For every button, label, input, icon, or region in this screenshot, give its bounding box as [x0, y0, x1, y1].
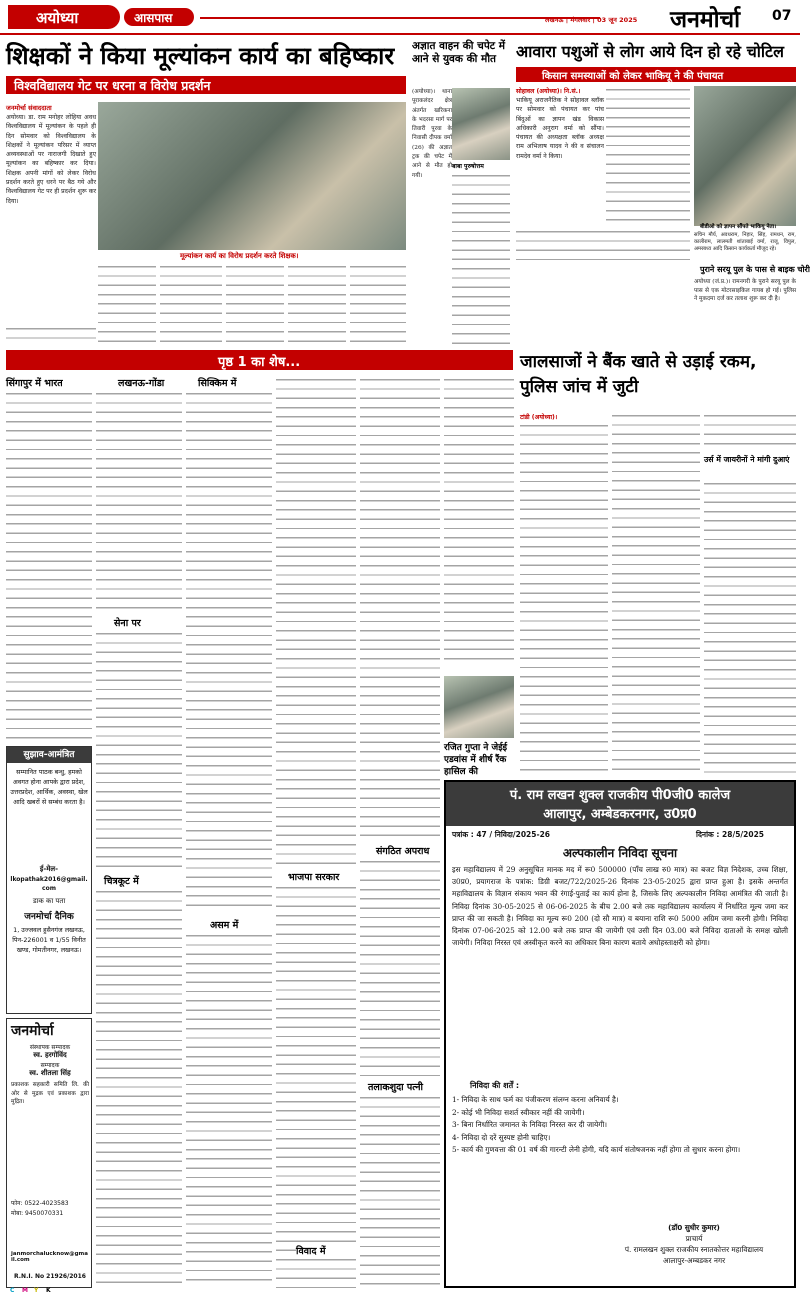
lead-photo-caption: मूल्यांकन कार्य का विरोध प्रदर्शन करते शिक्षक।	[180, 252, 299, 260]
stray-photo	[694, 86, 796, 226]
header-rule	[200, 17, 600, 19]
col4-body-a	[276, 376, 356, 866]
col5-body-a	[360, 376, 440, 840]
col-head-talakhuda: तलाकशुदा पत्नी	[368, 1082, 423, 1093]
tender-terms-title: निविदा की शर्तें :	[470, 1081, 520, 1090]
masthead-logo: जनमोर्चा	[670, 6, 741, 33]
fraud-dateline: टांडी (अयोध्या)।	[520, 414, 558, 421]
imprint-box	[6, 1018, 92, 1288]
tender-title: अल्पकालीन निविदा सूचना	[562, 846, 678, 860]
tender-date: दिनांक : 28/5/2025	[696, 830, 765, 839]
stray-headline: आवारा पशुओं से लोग आये दिन हो रहे चोटिल	[516, 42, 784, 61]
tender-sign-role: प्राचार्य	[685, 1234, 703, 1243]
urs-headline: उर्स में जायरीनों ने मांगी दुआएं	[704, 455, 790, 464]
imprint-editor-label: सम्पादक	[40, 1062, 60, 1069]
tender-sign-place: आलापुर-अम्बडकर नगर	[662, 1256, 726, 1265]
col2-body-c	[96, 888, 182, 1288]
tender-term: 1- निविदा के साथ फर्म का पंजीकरण संलग्न करना अनिवार्य है।	[452, 1095, 619, 1104]
col-head-assam: असम में	[210, 920, 239, 931]
accident-headline: अज्ञात वाहन की चपेट में आने से युवक की मौत	[412, 40, 506, 65]
tender-term: 2- कोई भी निविदा सशर्त स्वीकार नहीं की जायेगी।	[452, 1107, 585, 1117]
tender-ref: पत्रांक : 47 / निविदा/2025-26	[452, 830, 551, 839]
section-tab	[124, 8, 194, 26]
continuation-banner-label: पृष्ठ 1 का शेष...	[218, 355, 301, 370]
col3-body-a	[186, 390, 272, 914]
stray-body-cont	[516, 228, 690, 260]
col5-body-b	[360, 858, 440, 1076]
imprint-rni: R.N.I. No 21926/2016	[14, 1273, 86, 1280]
tender-term: 3- बिना निर्धारित जमानत के निविदा निरस्त कर दी जायेगी।	[452, 1120, 608, 1129]
stray-text: भाकियू अराजनैतिक ने सोहावल ब्लॉक पर सोमवार को पंचायत कर पांच बिंदुओं का ज्ञापन खंड विकास अधिकारी अनुराग वर्मा को सौंपा। पंचायत की अध्यक्षता ब्लॉक अध्यक्ष राम अभिलाष यादव ने की व संचालन रामदेव वर्मा ने किया।	[516, 97, 604, 160]
lead-body-col4	[226, 263, 284, 345]
imprint-mobile: मोबा: 9450070331	[11, 1210, 64, 1217]
col-head-vivad: विवाद में	[296, 1244, 356, 1257]
footer-bar	[0, 1288, 800, 1295]
imprint-phone: फोन: 0522-4023583	[11, 1200, 69, 1207]
imprint-editor: स्व. शीतला सिंह	[29, 1069, 71, 1077]
header-bottom-rule	[0, 33, 800, 35]
accident-person-caption: बाबा पुरुषोत्तम	[452, 163, 484, 170]
bike-theft-headline: पुराने सरयू पुल के पास से बाइक चोरी	[700, 265, 810, 274]
stray-photo-caption: बीडीओ को ज्ञापन सौंपते भाकियू नेता।	[700, 224, 777, 230]
col-head-rajit: रजित गुप्ता ने जेईई एडवांस में शीर्ष रैंक हासिल की	[444, 743, 508, 777]
col2-body-b	[96, 630, 182, 870]
sujhav-address: 1, उज्जवल हुसैनगंज लखनऊ, पिन-226001 व 1/55 विनीत खण्ड, गोमतीनगर, लखनऊ।	[12, 926, 86, 954]
fraud-col1	[520, 422, 608, 776]
lead-intro: अयोध्या। डा. राम मनोहर लोहिया अवध विश्वविद्यालय में मूल्यांकन के पहले ही दिन सोमवार को विश्वविद्यालय के शिक्षकों ने मूल्यांकन परिसर में व्याप्त अव्यवस्थाओं पर नाराजगी दिखाते हुए मूल्यांकन का बहिष्कार कर दिया। शिक्षक अपनी मांगों को लेकर विरोध प्रदर्शन करते हुए धरने पर बैठ गये और विश्वविद्यालय गेट पर ही प्रदर्शन शुरू कर दिया।	[6, 114, 96, 205]
sujhav-email[interactable]: lkopathak2016@gmail.com	[10, 876, 88, 892]
tender-college-bar	[446, 782, 794, 826]
tender-notice	[444, 780, 796, 1288]
page-number: 07	[772, 8, 794, 28]
registration-mark: Y	[34, 1287, 39, 1294]
col5-body-c	[360, 1094, 440, 1288]
stray-photo-names: सचिन मौर्य, अवधराम, निहार, सिंह, रामधन, राम, कालीराम, लालमती शांताबाई वर्मा, राजू, विपुल, अमरबध्य आदि किसान कार्यकर्ता मौजूद रहे।	[694, 232, 796, 252]
registration-mark: C	[10, 1287, 15, 1294]
sujhav-text: सम्मानित पाठक बन्धु, हमको अवगत होना आपके द्वारा प्रदेश, उत्तरप्रदेश, आर्थिक, अवस्था, खेल आदि खबरों से सम्बंध करता है।	[10, 768, 88, 806]
col1-body	[6, 390, 92, 742]
col4-body-b	[276, 884, 356, 1288]
tender-college: पं. राम लखन शुक्ल राजकीय पी0जी0 कालेज	[509, 788, 731, 803]
imprint-email[interactable]: janmorchalucknow@gmail.com	[11, 1251, 88, 1263]
imprint-text: प्रकाशक सहकारी समिति लि. की ओर से मुद्रक एवं प्रकाशक द्वारा मुद्रित।	[11, 1082, 89, 1105]
accident-body-cont	[452, 172, 510, 345]
col-head-sangathit: संगठित अपराध	[376, 846, 430, 857]
fraud-col2	[612, 412, 700, 776]
tender-signature-block	[596, 1222, 792, 1284]
stray-body-col2	[606, 86, 690, 226]
imprint-logo: जनमोर्चा	[11, 1023, 54, 1039]
continuation-banner	[6, 350, 513, 370]
tender-sign-org: पं. रामलखन शुक्ल राजकीय स्नातकोत्तर महाविद्यालय	[624, 1245, 764, 1254]
section-tab-label: आसपास	[134, 11, 173, 25]
col-head-bjp: भाजपा सरकार	[288, 872, 340, 883]
col-head-chitrakoot: चित्रकूट में	[104, 876, 139, 887]
stray-subhead-bar	[516, 67, 796, 82]
accident-text: (अयोध्या)। थाना पूराकलंदर क्षेत्र अंतर्गत खरिकना के भदरसा मार्ग पर तिवारी पुरवा के निवासी दीपक वर्मा (26) की अज्ञात ट्रक की चपेट में आने से मौत हो गयी।	[412, 89, 452, 179]
header-left-badge	[8, 5, 120, 29]
sujhav-office: जनमोर्चा दैनिक	[24, 912, 74, 922]
section-name: अयोध्या	[36, 9, 79, 27]
tender-body: इस महाविद्यालय में 29 अनुसूचित मानक मद में रू0 500000 (पाँच लाख रु0 मात्र) का बजट विज्ञ निदेशक, उच्च शिक्षा, उ0प्र0, प्रयागराज के पत्रांक: डिग्री बजट/722/2025-26 दिनांक 23-05-2025 द्वारा प्राप्त हुआ है। इसके अन्तर्गत महाविद्यालय के विज्ञान संकाय भवन की रंगाई-पुताई का कार्य होना है, जिसके लिए अल्पकालीन निविदा आमंत्रित की जाती है। निविदा दिनांक 30-05-2025 से 06-06-2025 के बीच 2.00 बजे तक महाविद्यालय कार्यालय में निर्धारित मूल्य जमा कर प्राप्त की जा सकती है। निविदा का मूल्य रू0 200 (दो सौ मात्र) व बयाना राशि रू0 5000 अग्रिम जमा करनी होगी। निविदा दिनांक 07-06-2025 को 12.00 बजे तक प्राप्त की जायेगी एवं उसी दिन 03.00 बजे निविदा दाताओं के समक्ष खोली जायेगी। निविदा निरस्त एवं अस्वीकृत करने का अधिकार बिना कारण बताये अधोहस्ताक्षरी को होगा।	[452, 865, 788, 948]
col2-body-a	[96, 390, 182, 612]
fraud-col3-b	[704, 480, 796, 776]
col-head-singapore: सिंगापुर में भारत	[6, 378, 63, 389]
lead-body-col3	[160, 263, 222, 345]
stray-subhead: किसान समस्याओं को लेकर भाकियू ने की पंचायत	[542, 71, 724, 82]
bike-theft-text: अयोध्या (जं.प्र.)। रामनगरी के पुराने सरयू पुल के पास से एक मोटरसाइकिल गायब हो गई। पुलिस ने मुकदमा दर्ज कर तलाश शुरू कर दी है।	[694, 279, 796, 302]
tender-sign-name: (डॉ0 सुधीर कुमार)	[668, 1223, 720, 1232]
col-head-sena: सेना पर	[114, 618, 141, 629]
imprint-founder-label: संस्थापक सम्पादक	[29, 1044, 71, 1051]
lead-subhead: विश्वविद्यालय गेट पर धरना व विरोध प्रदर्शन	[14, 78, 211, 93]
col3-body-b	[186, 932, 272, 1288]
sujhav-post-label: डाक का पता	[32, 897, 66, 905]
lead-subhead-bar	[6, 76, 406, 94]
fraud-headline: जालसाजों ने बैंक खाते से उड़ाई रकम, पुलिस जांच में जुटी	[520, 352, 757, 397]
lead-body-col6	[350, 263, 406, 345]
tender-place: आलापुर, अम्बेडकरनगर, उ0प्र0	[543, 807, 697, 822]
lead-body-col2	[98, 263, 156, 345]
sujhav-email-label: ई-मेल-	[39, 865, 59, 873]
registration-mark: K	[46, 1287, 51, 1294]
dateline: लखनऊ | मंगलवार | 03 जून 2025	[545, 16, 638, 24]
lead-body-col5	[288, 263, 346, 345]
registration-mark: M	[22, 1287, 28, 1294]
imprint-founder: स्व. हरगोविंद	[33, 1051, 67, 1059]
lead-photo	[98, 102, 406, 250]
stray-byline: सोहावल (अयोध्या)। नि.सं.।	[516, 88, 581, 95]
lead-body-col1	[6, 325, 96, 345]
tender-terms-list	[452, 1094, 788, 1206]
fraud-col3-a	[704, 412, 796, 452]
lead-byline: जनमोर्चा संवाददाता	[6, 104, 52, 112]
col-head-sikkim: सिक्किम में	[198, 378, 237, 389]
sujhav-title: सुझाव-आमंत्रित	[7, 747, 91, 763]
sujhav-box	[6, 746, 92, 1014]
col6-body-a	[444, 376, 514, 666]
tender-term: 5- कार्य की गुणवत्ता की 01 वर्ष की गारन्टी लेनी होगी, यदि कार्य संतोषजनक नहीं होगा तो सुधार करना होगा।	[452, 1145, 741, 1154]
rajit-photo	[444, 676, 514, 738]
lead-headline: शिक्षकों ने किया मूल्यांकन कार्य का बहिष्कार	[6, 42, 395, 70]
accident-person-photo	[452, 88, 510, 160]
col-head-lucknow: लखनऊ-गोंडा	[118, 378, 165, 389]
tender-term: 4- निविदा दो दरें सुस्पष्ट होनी चाहिए।	[452, 1132, 551, 1142]
